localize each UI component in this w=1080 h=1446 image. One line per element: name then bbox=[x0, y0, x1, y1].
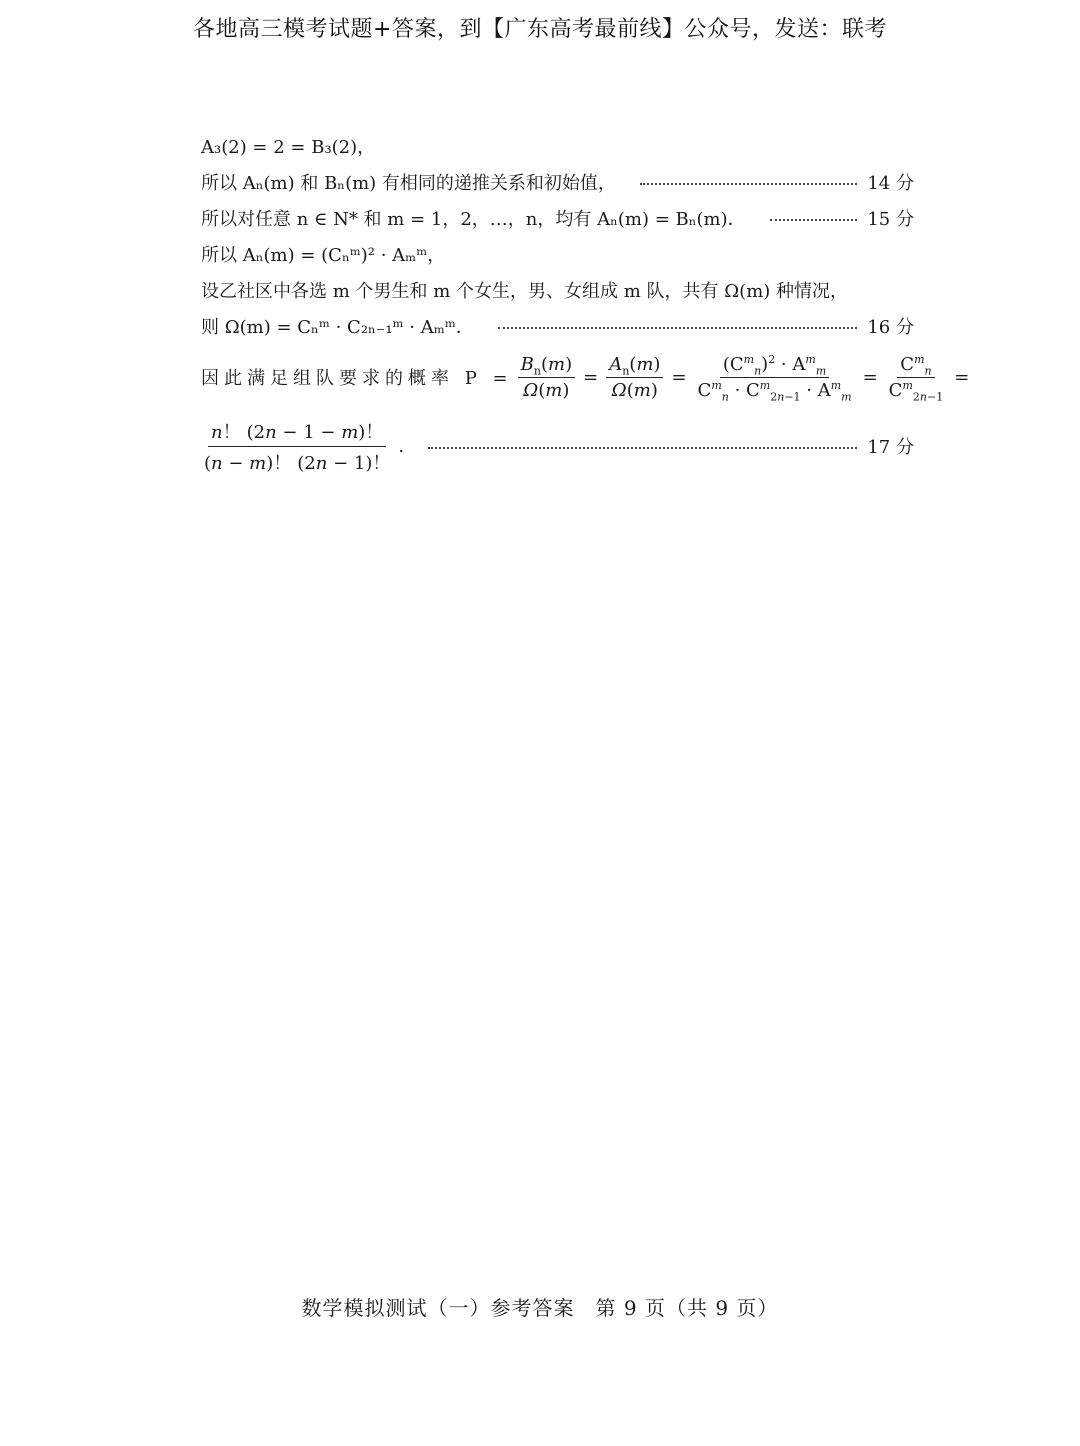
fraction-a-over-omega: $\frac{A_n(m)}{\Omega(m)}$ bbox=[606, 354, 663, 401]
line-omega bbox=[201, 308, 914, 344]
line-final-result: $\frac{n! (2n - 1 - m)!}{(n - m)! (2n - 1)!}$ . 17 分 bbox=[201, 416, 914, 476]
line-equality-text: 所以对任意 n ∈ N* 和 m = 1，2，…，n，均有 Aₙ(m) = Bₙ(m)． bbox=[201, 209, 746, 230]
line-initial-value bbox=[201, 128, 914, 164]
fraction-b-over-omega: $\frac{B_n(m)}{\Omega(m)}$ bbox=[518, 354, 575, 401]
line-setup-text: 设乙社区中各选 m 个男生和 m 个女生，男、女组成 m 队，共有 Ω(m) 种情况， bbox=[201, 281, 849, 302]
fraction-combination-ratio: $\frac{(C^m_n)^2 \cdot A^m_m}{C^m_n \cdot C^m_{2n-1} \cdot A^m_m}$ bbox=[697, 352, 852, 404]
line-probability: 因此满足组队要求的概率 P = $\frac{B_n(m)}{\Omega(m)}$ = $\frac{A_n(m)}{\Omega(m)}$ = $\frac{(C^m_n)^2 \cdot A^m_m}{C^m_n \cdot C^m_{2n-1} \cdot A^m_m}$ = $\frac{C^m_n}{C^m_{2n-1}}$ = bbox=[201, 352, 970, 404]
leader-dots bbox=[498, 327, 858, 329]
leader-dots bbox=[428, 447, 857, 449]
page-header-banner: 各地高三模考试题+答案，到【广东高考最前线】公众号，发送：联考 bbox=[193, 17, 887, 42]
leader-dots bbox=[770, 219, 858, 221]
leader-dots bbox=[640, 183, 857, 185]
line-recurrence-text: 所以 Aₙ(m) 和 Bₙ(m) 有相同的递推关系和初始值， bbox=[201, 173, 616, 194]
probability-prefix: 因此满足组队要求的概率 P = bbox=[201, 368, 513, 389]
line-a-formula-text: 所以 Aₙ(m) = (Cₙᵐ)² · Aₘᵐ， bbox=[201, 245, 446, 266]
line-equality bbox=[201, 200, 914, 236]
line-recurrence bbox=[201, 164, 914, 200]
score-17: 17 分 bbox=[867, 437, 914, 458]
fraction-factorial-result: $\frac{n! (2n - 1 - m)!}{(n - m)! (2n - 1)!}$ bbox=[201, 418, 393, 475]
score-14: 14 分 bbox=[867, 173, 914, 194]
score-16: 16 分 bbox=[867, 317, 914, 338]
page-footer: 数学模拟测试（一）参考答案 第 9 页（共 9 页） bbox=[301, 1296, 779, 1320]
fraction-simplified: $\frac{C^m_n}{C^m_{2n-1}}$ bbox=[888, 352, 944, 404]
score-15: 15 分 bbox=[867, 209, 914, 230]
line-setup bbox=[201, 272, 914, 308]
line-a-formula bbox=[201, 236, 914, 272]
answer-content bbox=[201, 128, 970, 476]
line-initial-value-text: A₃(2) = 2 = B₃(2)， bbox=[201, 137, 376, 158]
line-omega-text: 则 Ω(m) = Cₙᵐ · C₂ₙ₋₁ᵐ · Aₘᵐ． bbox=[201, 317, 474, 338]
